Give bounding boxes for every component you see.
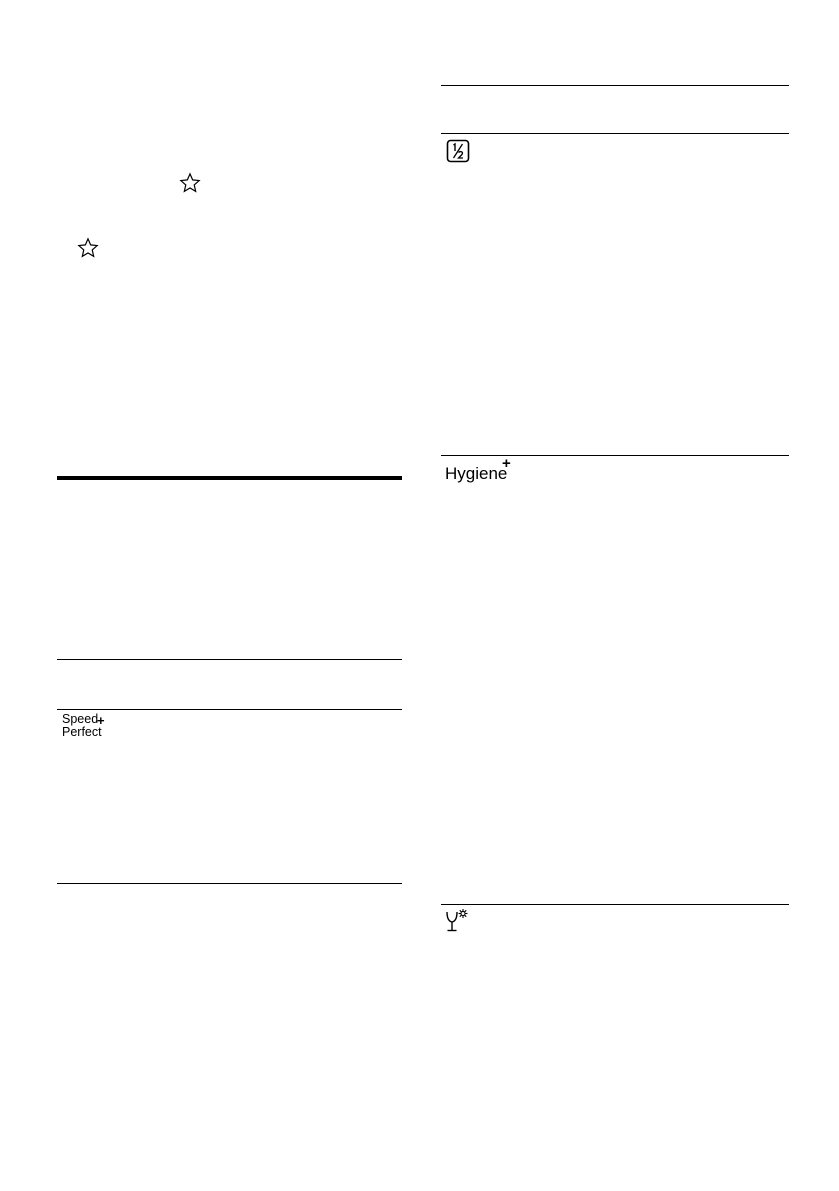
half-load-icon xyxy=(446,139,470,163)
section-heading-rule xyxy=(57,476,402,480)
glass-shine-icon xyxy=(444,908,472,934)
table-header-bottom-rule xyxy=(57,709,402,710)
hygiene-plus: + xyxy=(502,455,511,472)
speed-label: Speed xyxy=(62,712,99,726)
speed-perfect-plus: + xyxy=(97,713,105,728)
hygiene-label: Hygiene xyxy=(445,464,508,483)
star-outline-icon xyxy=(179,172,201,194)
right-table-row-rule-1 xyxy=(441,455,789,456)
right-table-row-rule-2 xyxy=(441,904,789,905)
table-bottom-rule xyxy=(57,883,402,884)
table-header-top-rule xyxy=(57,659,402,660)
star-outline-icon xyxy=(77,237,99,259)
right-table-header-bottom-rule xyxy=(441,133,789,134)
perfect-label: Perfect xyxy=(62,725,102,739)
right-table-header-top-rule xyxy=(441,85,789,86)
